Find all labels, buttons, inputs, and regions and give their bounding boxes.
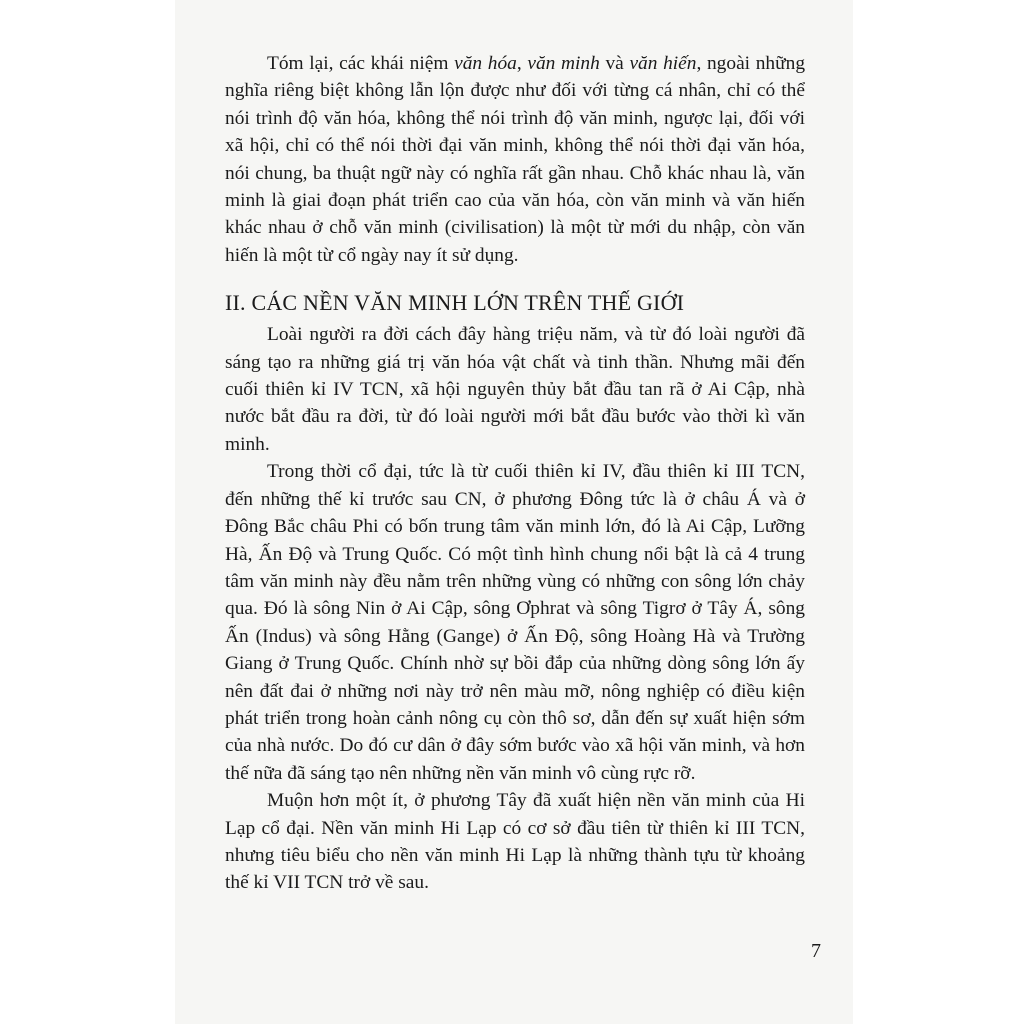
paragraph-greek-civilization: Muộn hơn một ít, ở phương Tây đã xuất hiện nền văn minh của Hi Lạp cổ đại. Nền văn minh Hi Lạp có cơ sở đầu tiên từ thiên kỉ III TCN, nhưng tiêu biểu cho nền văn minh Hi Lạp là những thành tựu từ khoảng thế kỉ VII TCN trở về sau. bbox=[225, 790, 805, 894]
term-van-hien: văn hiến bbox=[629, 53, 697, 74]
book-page bbox=[175, 0, 853, 1024]
paragraph-origin: Loài người ra đời cách đây hàng triệu năm, và từ đó loài người đã sáng tạo ra những giá trị văn hóa vật chất và tinh thần. Nhưng mãi đến cuối thiên kỉ IV TCN, xã hội nguyên thủy bắt đầu tan rã ở Ai Cập, nhà nước bắt đầu ra đời, từ đó loài người mới bắt đầu bước vào thời kì văn minh. bbox=[225, 324, 805, 455]
page-number: 7 bbox=[811, 940, 821, 962]
section-heading: II. CÁC NỀN VĂN MINH LỚN TRÊN THẾ GIỚI bbox=[225, 290, 685, 316]
paragraph-eastern-civilizations: Trong thời cổ đại, tức là từ cuối thiên kỉ IV, đầu thiên kỉ III TCN, đến những thế kỉ trước sau CN, ở phương Đông tức là ở châu Á và ở Đông Bắc châu Phi có bốn trung tâm văn minh lớn, đó là Ai Cập, Lưỡng Hà, Ấn Độ và Trung Quốc. Có một tình hình chung nổi bật là cả 4 trung tâm văn minh này đều nằm trên những vùng có những con sông lớn chảy qua. Đó là sông Nin ở Ai Cập, sông Ơphrat và sông Tigrơ ở Tây Á, sông Ấn (Indus) và sông Hằng (Gange) ở Ấn Độ, sông Hoàng Hà và Trường Giang ở Trung Quốc. Chính nhờ sự bồi đắp của những dòng sông lớn ấy nên đất đai ở những nơi này trở nên màu mỡ, nông nghiệp có điều kiện phát triển trong hoàn cảnh nông cụ còn thô sơ, dẫn đến sự xuất hiện sớm của nhà nước. Do đó cư dân ở đây sớm bước vào xã hội văn minh, và hơn thế nữa đã sáng tạo nên những nền văn minh vô cùng rực rỡ. bbox=[225, 461, 805, 784]
term-van-hoa: văn hóa bbox=[454, 53, 517, 74]
paragraph-summary: Tóm lại, các khái niệm văn hóa, văn minh và văn hiến, ngoài những nghĩa riêng biệt không lẫn lộn được như đối với từng cá nhân, chỉ có thể nói trình độ văn hóa, không thể nói trình độ văn minh, ngược lại, đối với xã hội, chỉ có thể nói thời đại văn minh, không thể nói thời đại văn hóa, nói chung, ba thuật ngữ này có nghĩa rất gần nhau. Chỗ khác nhau là, văn minh là giai đoạn phát triển cao của văn hóa, còn văn minh và văn hiến khác nhau ở chỗ văn minh (civilisation) là một từ mới du nhập, còn văn hiến là một từ cổ ngày nay ít sử dụng. bbox=[225, 53, 806, 266]
page-content bbox=[225, 50, 805, 897]
term-van-minh: văn minh bbox=[527, 53, 600, 74]
